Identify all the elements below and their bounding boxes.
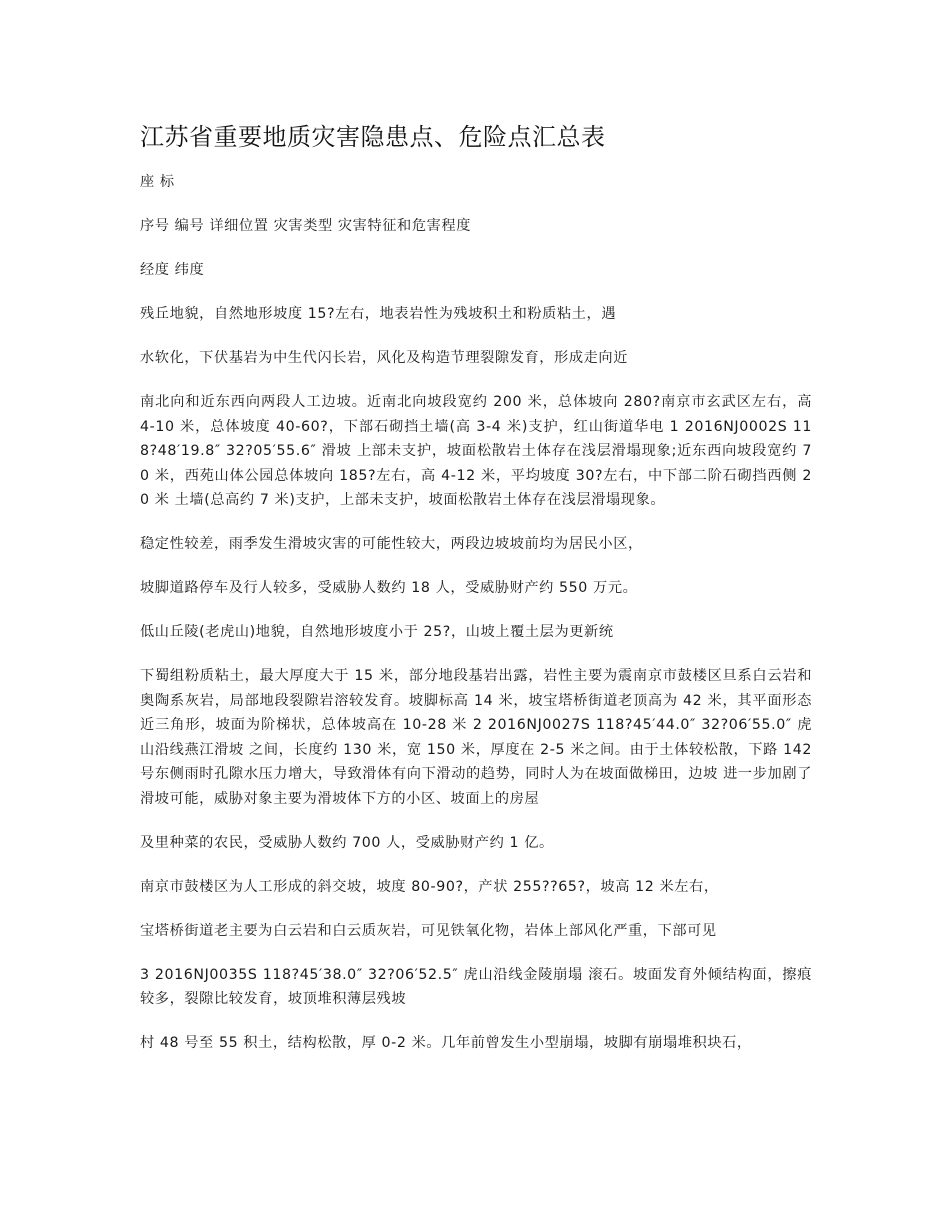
paragraph-entry-1: 南北向和近东西向两段人工边坡。近南北向坡段宽约 200 米，总体坡向 280?南京市玄武区左右，高 4-10 米，总体坡度 40-60?，下部石砌挡土墙(高 3-4 米)支护，红山街道华电 1 2016NJ0002S 118?48′19.8″ 32?05′55.6″ 滑坡 上部未支护，坡面松散岩土体存在浅层滑塌现象;近东西向坡段宽约 70 米，西苑山体公园总体坡向 185?左右，高 4-12 米，平均坡度 30?左右，中下部二阶石砌挡西侧 20 米 土墙(总高约 7 米)支护，上部未支护，坡面松散岩土体存在浅层滑塌现象。 [140,394,812,508]
header-coordinate-label: 座 标 [140,174,175,190]
document-title: 江苏省重要地质灾害隐患点、危险点汇总表 [140,123,606,151]
paragraph: 南京市鼓楼区为人工形成的斜交坡，坡度 80-90?，产状 255??65?，坡高 12 米左右， [140,878,719,895]
header-column-labels: 序号 编号 详细位置 灾害类型 灾害特征和危害程度 [140,218,471,234]
paragraph: 村 48 号至 55 积土，结构松散，厚 0-2 米。几年前曾发生小型崩塌，坡脚有崩塌堆积块石， [140,1035,752,1051]
paragraph: 残丘地貌，自然地形坡度 15?左右，地表岩性为残坡积土和粉质粘土，遇 [140,306,617,322]
header-lon-lat-labels: 经度 纬度 [140,262,205,278]
paragraph-entry-3: 3 2016NJ0035S 118?45′38.0″ 32?06′52.5″ 虎山沿线金陵崩塌 滚石。坡面发育外倾结构面，擦痕较多，裂隙比较发育，坡顶堆积薄层残坡 [140,966,812,1007]
paragraph: 宝塔桥街道老主要为白云岩和白云质灰岩，可见铁氧化物，岩体上部风化严重，下部可见 [140,922,717,939]
paragraph-entry-2: 下蜀组粉质粘土，最大厚度大于 15 米，部分地段基岩出露，岩性主要为震南京市鼓楼区旦系白云岩和奥陶系灰岩，局部地段裂隙岩溶较发育。坡脚标高 14 米，坡宝塔桥街道老顶高为 42 米，其平面形态近三角形，坡面为阶梯状，总体坡高在 10-28 米 2 2016NJ0027S 118?45′44.0″ 32?06′55.0″ 虎山沿线燕江滑坡 之间，长度约 130 米，宽 150 米，厚度在 2-5 米之间。由于土体较松散，下路 142 号东侧雨时孔隙水压力增大，导致滑体有向下滑动的趋势，同时人为在坡面做梯田，边坡 进一步加剧了滑坡可能，威胁对象主要为滑坡体下方的小区、坡面上的房屋 [140,668,812,807]
paragraph: 水软化，下伏基岩为中生代闪长岩，风化及构造节理裂隙发育，形成走向近 [140,350,628,366]
paragraph: 坡脚道路停车及行人较多，受威胁人数约 18 人，受威胁财产约 550 万元。 [140,580,638,596]
paragraph: 稳定性较差，雨季发生滑坡灾害的可能性较大，两段边坡坡前均为居民小区， [140,536,643,552]
paragraph: 及里种菜的农民，受威胁人数约 700 人，受威胁财产约 1 亿。 [140,834,554,851]
paragraph: 低山丘陵(老虎山)地貌，自然地形坡度小于 25?，山坡上覆土层为更新统 [140,624,614,640]
document-page [140,118,812,1075]
